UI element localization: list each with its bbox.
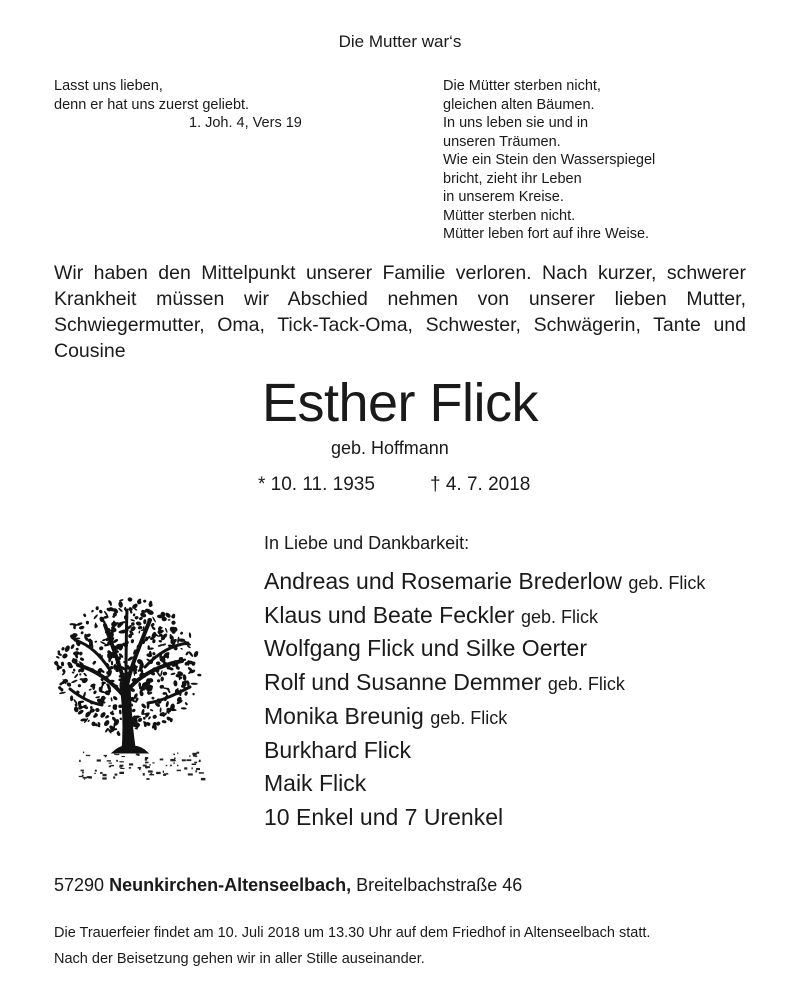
mourner-row: Monika Breunig geb. Flick <box>264 702 508 729</box>
funeral-info: Die Trauerfeier findet am 10. Juli 2018 um 13.30 Uhr auf dem Friedhof in Altenseelbach statt. <box>54 925 651 941</box>
right-poem-line: in unserem Kreise. <box>443 189 564 205</box>
mourner-row: Wolfgang Flick und Silke Oerter <box>264 635 587 662</box>
right-poem-line: gleichen alten Bäumen. <box>443 96 595 113</box>
left-poem-line: Lasst uns lieben, <box>54 78 163 94</box>
right-poem <box>443 77 655 244</box>
deceased-name: Esther Flick <box>261 373 539 433</box>
right-poem-line: Wie ein Stein den Wasserspiegel <box>443 152 656 168</box>
mourner-row: 10 Enkel und 7 Urenkel <box>264 803 504 830</box>
address <box>54 875 522 896</box>
tree-ground <box>79 752 206 781</box>
maiden-name: geb. Hoffmann <box>331 438 449 458</box>
intro-text: Wir haben den Mittelpunkt unserer Familie verloren. Nach kurzer, schwerer Krankheit müssen wir Abschied nehmen von unserer lieben Mutter, Schwiegermutter, Oma, Tick-Tack-Oma, Schwester, Schwägerin, Tante und Cousine <box>54 262 746 362</box>
left-poem-line: denn er hat uns zuerst geliebt. <box>54 96 250 113</box>
mourners-list <box>264 566 705 836</box>
closing-note: Nach der Beisetzung gehen wir in aller Stille auseinander. <box>54 951 425 967</box>
footer-notice <box>54 920 650 972</box>
left-poem <box>54 77 302 133</box>
birth-date: * 10. 11. 1935 <box>258 474 375 495</box>
mourner-row: Maik Flick <box>264 770 367 797</box>
bible-reference: 1. Joh. 4, Vers 19 <box>189 115 302 131</box>
right-poem-line: Die Mütter sterben nicht, <box>443 78 601 94</box>
mourner-row: Klaus und Beate Feckler geb. Flick <box>264 601 599 628</box>
page-title: Die Mutter war‘s <box>338 32 462 51</box>
thanks-heading: In Liebe und Dankbarkeit: <box>264 533 470 553</box>
street: Breitelbachstraße 46 <box>356 875 523 895</box>
postcode: 57290 <box>54 875 105 895</box>
death-date: † 4. 7. 2018 <box>430 474 531 495</box>
town: Neunkirchen-Altenseelbach, <box>109 875 352 895</box>
right-poem-line: Mütter sterben nicht. <box>443 207 576 224</box>
right-poem-line: In uns leben sie und in <box>443 115 589 131</box>
mourner-row: Andreas und Rosemarie Brederlow geb. Flick <box>264 568 706 594</box>
tree-icon <box>50 585 210 795</box>
right-poem-line: unseren Träumen. <box>443 133 561 150</box>
mourner-row: Burkhard Flick <box>264 736 411 763</box>
mourner-row: Rolf und Susanne Demmer geb. Flick <box>264 669 625 696</box>
right-poem-line: Mütter leben fort auf ihre Weise. <box>443 226 650 242</box>
right-poem-line: bricht, zieht ihr Leben <box>443 170 582 187</box>
